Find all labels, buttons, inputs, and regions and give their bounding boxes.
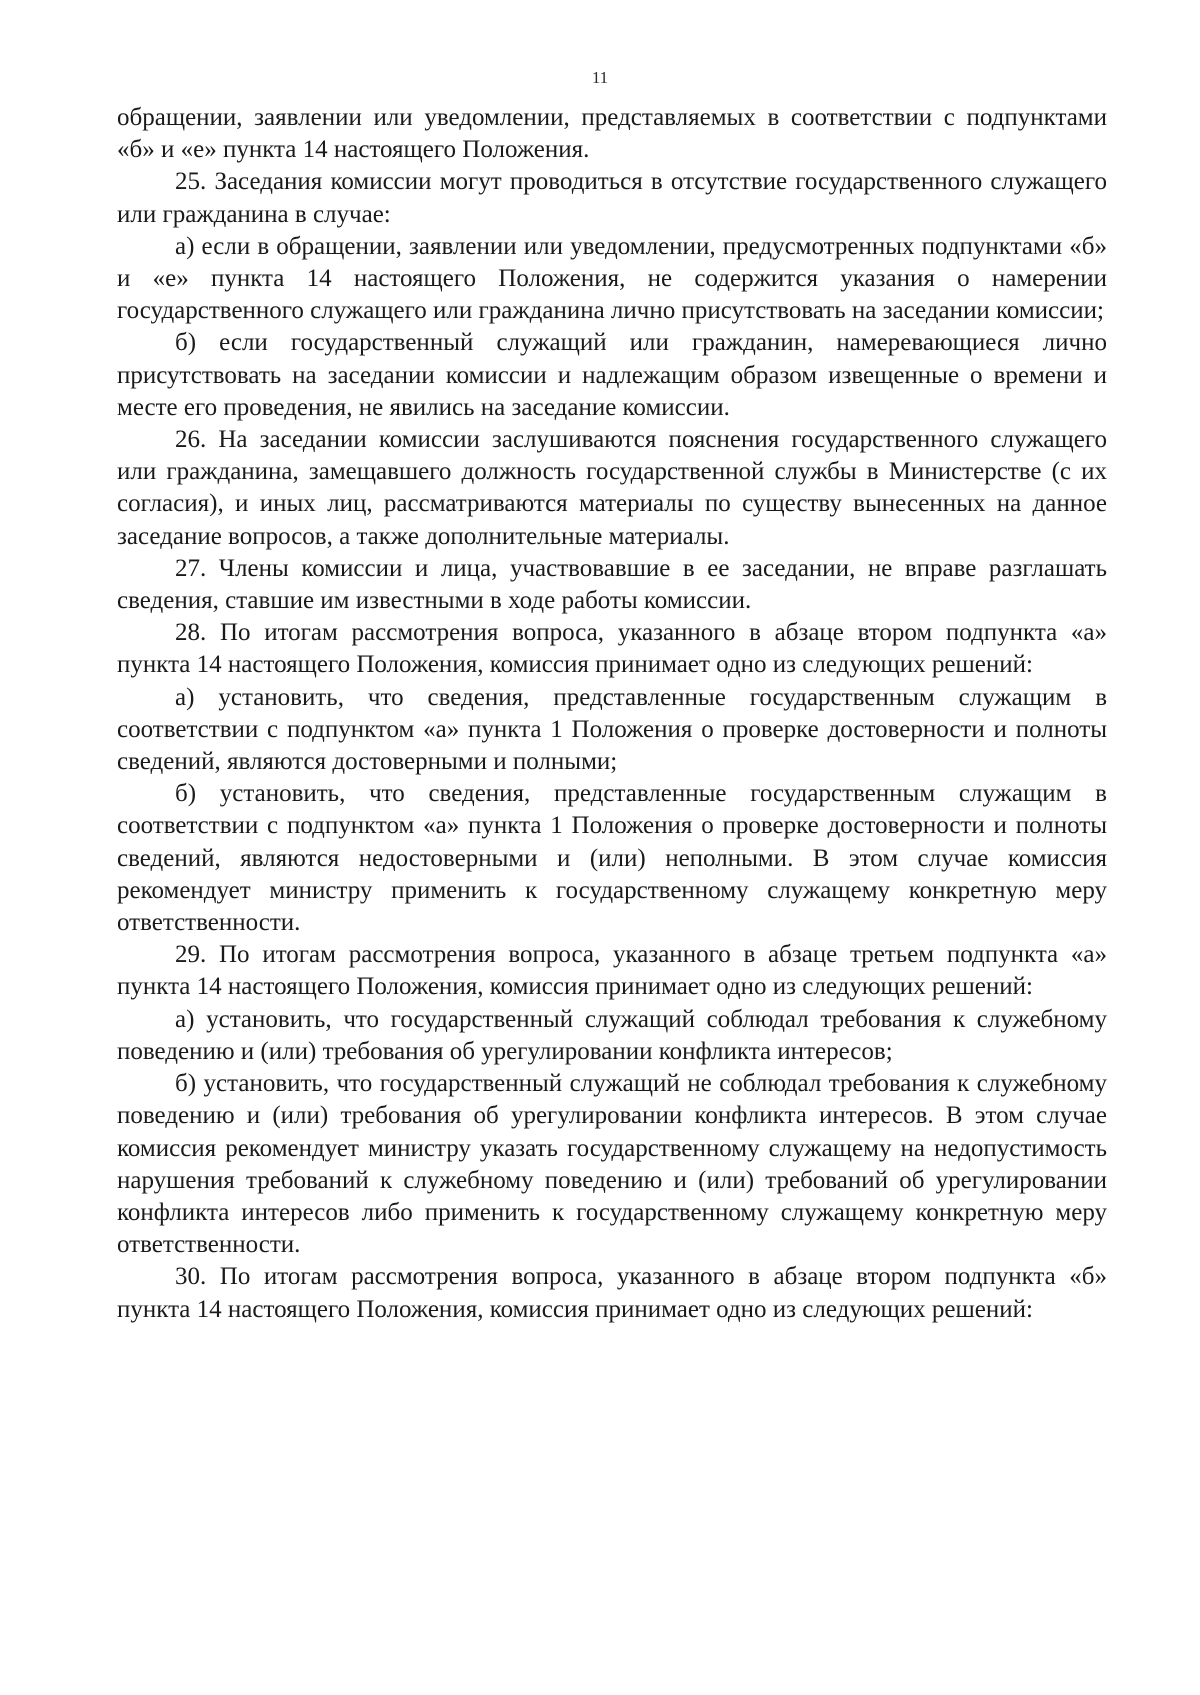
paragraph-item-28-a: а) установить, что сведения, представленные государственным служащим в соответствии с подпунктом «а» пункта 1 Положения о проверке достоверности и полноты сведений, являются достоверными и полными; [117,683,1107,776]
paragraph-item-29-a: а) установить, что государственный служащий соблюдал требования к служебному поведению и (или) требования об урегулировании конфликта интересов; [117,1005,1107,1065]
paragraph-item-30: 30. По итогам рассмотрения вопроса, указанного в абзаце втором подпункта «б» пункта 14 настоящего Положения, комиссия принимает одно из следующих решений: [117,1263,1107,1323]
paragraph-item-29: 29. По итогам рассмотрения вопроса, указанного в абзаце третьем подпункта «а» пункта 14 настоящего Положения, комиссия принимает одно из следующих решений: [117,941,1107,1001]
paragraph-item-28-b: б) установить, что сведения, представленные государственным служащим в соответствии с подпунктом «а» пункта 1 Положения о проверке достоверности и полноты сведений, являются недостоверными и (или) неполными. В этом случае комиссия рекомендует министру применить к государственному служащему конкретную меру ответственности. [117,780,1107,937]
paragraph-item-25-b: б) если государственный служащий или гражданин, намеревающиеся лично присутствовать на заседании комиссии и надлежащим образом извещенные о времени и месте его проведения, не явились на заседание комиссии. [117,329,1107,421]
paragraph-item-26: 26. На заседании комиссии заслушиваются пояснения государственного служащего или гражданина, замещавшего должность государственной службы в Министерстве (с их согласия), и иных лиц, рассматриваются материалы по существу вынесенных на данное заседание вопросов, а также дополнительные материалы. [117,426,1107,550]
paragraph-item-29-b: б) установить, что государственный служащий не соблюдал требования к служебному поведению и (или) требования об урегулировании конфликта интересов. В этом случае комиссия рекомендует министру указать государственному служащему на недопустимость нарушения требований к служебному поведению и (или) требований об урегулировании конфликта интересов либо применить к государственному служащему конкретную меру ответственности. [117,1070,1107,1259]
paragraph-item-27: 27. Члены комиссии и лица, участвовавшие в ее заседании, не вправе разглашать сведения, ставшие им известными в ходе работы комиссии. [117,554,1107,615]
page-number: 11 [591,68,609,87]
paragraph-continuation: обращении, заявлении или уведомлении, представляемых в соответствии с подпунктами «б» и «е» пункта 14 настоящего Положения. [117,104,1107,164]
paragraph-item-25: 25. Заседания комиссии могут проводиться в отсутствие государственного служащего или гражданина в случае: [117,168,1107,228]
document-body [117,102,1107,1326]
paragraph-item-28: 28. По итогам рассмотрения вопроса, указанного в абзаце втором подпункта «а» пункта 14 настоящего Положения, комиссия принимает одно из следующих решений: [117,619,1107,679]
paragraph-item-25-a: а) если в обращении, заявлении или уведомлении, предусмотренных подпунктами «б» и «е» пункта 14 настоящего Положения, не содержится указания о намерении государственного служащего или гражданина лично присутствовать на заседании комиссии; [117,232,1107,325]
